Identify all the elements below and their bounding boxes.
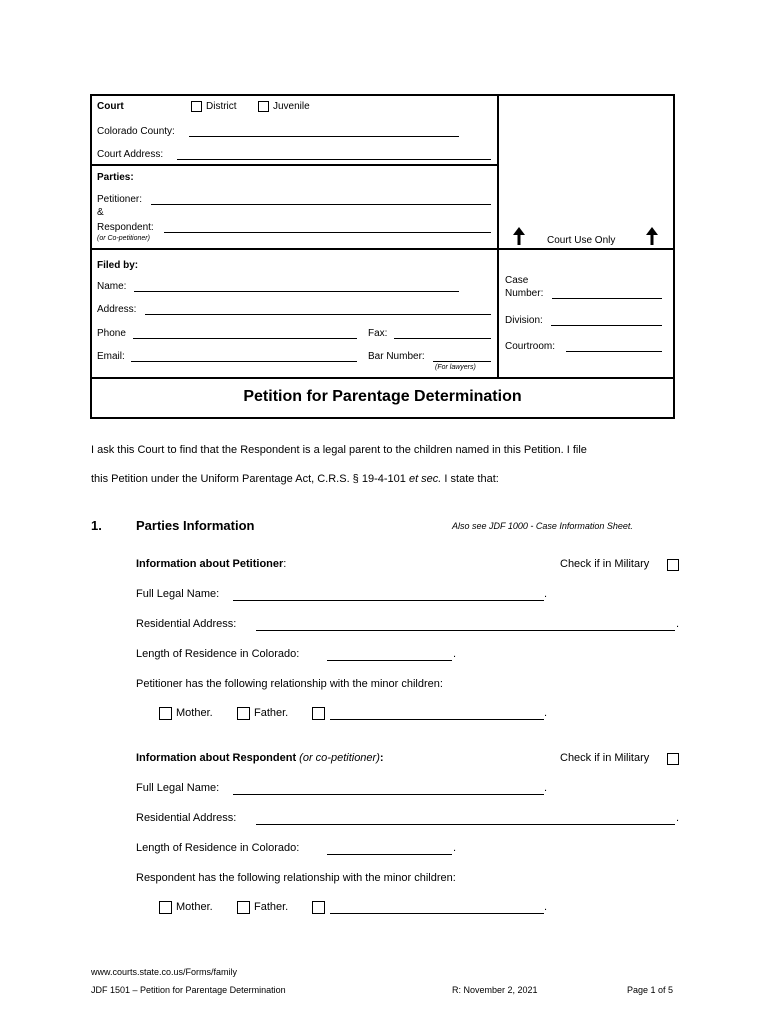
ampersand: & <box>97 207 104 218</box>
footer-url: www.courts.state.co.us/Forms/family <box>91 967 238 977</box>
co-petitioner-note: (or Co-petitioner) <box>97 235 150 242</box>
district-checkbox[interactable] <box>191 101 202 112</box>
respondent-residence-length-label: Length of Residence in Colorado: <box>136 842 300 854</box>
email-field[interactable] <box>131 361 357 362</box>
period: . <box>676 812 680 824</box>
bar-number-label: Bar Number: <box>368 351 425 362</box>
respondent-other-checkbox[interactable] <box>312 901 325 914</box>
respondent-label: Respondent: <box>97 222 154 233</box>
petitioner-full-name-field[interactable] <box>233 600 544 601</box>
district-label: District <box>206 101 237 112</box>
county-field[interactable] <box>189 136 459 137</box>
for-lawyers-note: (For lawyers) <box>435 364 476 371</box>
petitioner-heading-text: Information about Petitioner <box>136 558 284 570</box>
courtroom-field[interactable] <box>566 351 662 352</box>
parties-box <box>90 164 499 250</box>
period: . <box>544 707 548 719</box>
intro-line-1: I ask this Court to find that the Respondent is a legal parent to the children named in this Petition. I file <box>91 444 587 456</box>
petitioner-other-field[interactable] <box>330 719 544 720</box>
petitioner-father-label: Father. <box>254 707 289 719</box>
bar-number-field[interactable] <box>433 361 491 362</box>
respondent-field[interactable] <box>164 232 491 233</box>
petitioner-full-name-label: Full Legal Name: <box>136 588 220 600</box>
period: . <box>544 782 548 794</box>
petitioner-other-checkbox[interactable] <box>312 707 325 720</box>
see-also-note: Also see JDF 1000 - Case Information Sheet. <box>452 521 633 531</box>
case-number-box <box>497 248 675 379</box>
section-heading: Parties Information <box>136 518 255 533</box>
footer-revision: R: November 2, 2021 <box>452 985 538 995</box>
parties-label: Parties: <box>97 172 134 183</box>
petitioner-father-checkbox[interactable] <box>237 707 250 720</box>
name-label: Name: <box>97 281 127 292</box>
respondent-heading-colon: : <box>379 752 384 764</box>
court-label: Court <box>97 101 124 112</box>
case-number-field[interactable] <box>552 298 662 299</box>
petitioner-residence-length-label: Length of Residence in Colorado: <box>136 648 300 660</box>
petitioner-mother-label: Mother. <box>176 707 213 719</box>
respondent-residence-length-field[interactable] <box>327 854 452 855</box>
respondent-relationship-text: Respondent has the following relationship with the minor children: <box>136 872 456 884</box>
intro-line-2-italic: et sec. <box>408 473 442 485</box>
juvenile-label: Juvenile <box>273 101 310 112</box>
period: . <box>544 901 548 913</box>
filed-by-label: Filed by: <box>97 260 139 271</box>
respondent-mother-checkbox[interactable] <box>159 901 172 914</box>
petitioner-heading <box>136 558 286 570</box>
page-title: Petition for Parentage Determination <box>243 388 522 405</box>
footer-form-id: JDF 1501 – Petition for Parentage Determination <box>91 985 286 995</box>
number-label: Number: <box>505 288 544 299</box>
address-field[interactable] <box>145 314 491 315</box>
respondent-heading-text: Information about Respondent <box>136 752 297 764</box>
respondent-father-checkbox[interactable] <box>237 901 250 914</box>
respondent-father-label: Father. <box>254 901 289 913</box>
respondent-residential-label: Residential Address: <box>136 812 237 824</box>
period: . <box>453 648 457 660</box>
respondent-full-name-field[interactable] <box>233 794 544 795</box>
intro-line-2 <box>91 473 499 485</box>
courtroom-label: Courtroom: <box>505 341 556 352</box>
case-label: Case <box>505 275 529 286</box>
petitioner-residential-field[interactable] <box>256 630 675 631</box>
name-field[interactable] <box>134 291 459 292</box>
period: . <box>676 618 680 630</box>
arrow-up-icon <box>513 227 525 245</box>
respondent-military-label: Check if in Military <box>560 752 650 764</box>
petitioner-relationship-text: Petitioner has the following relationship with the minor children: <box>136 678 443 690</box>
period: . <box>453 842 457 854</box>
respondent-other-field[interactable] <box>330 913 544 914</box>
petitioner-residential-label: Residential Address: <box>136 618 237 630</box>
phone-label: Phone <box>97 328 126 339</box>
juvenile-checkbox[interactable] <box>258 101 269 112</box>
email-label: Email: <box>97 351 125 362</box>
division-field[interactable] <box>551 325 662 326</box>
address-label: Address: <box>97 304 137 315</box>
petitioner-mother-checkbox[interactable] <box>159 707 172 720</box>
footer-page-number: Page 1 of 5 <box>627 985 674 995</box>
petitioner-residence-length-field[interactable] <box>327 660 452 661</box>
petitioner-heading-colon: : <box>283 558 287 570</box>
section-number: 1. <box>91 518 102 533</box>
respondent-heading-italic: (or co-petitioner) <box>299 752 380 764</box>
petitioner-military-checkbox[interactable] <box>667 559 679 571</box>
respondent-heading <box>136 752 384 764</box>
respondent-military-checkbox[interactable] <box>667 753 679 765</box>
court-address-field[interactable] <box>177 159 491 160</box>
respondent-residential-field[interactable] <box>256 824 675 825</box>
intro-line-2-end: I state that: <box>441 473 499 485</box>
petitioner-label: Petitioner: <box>97 194 143 205</box>
fax-field[interactable] <box>394 338 491 339</box>
respondent-full-name-label: Full Legal Name: <box>136 782 220 794</box>
fax-label: Fax: <box>368 328 388 339</box>
court-use-only-label: Court Use Only <box>547 235 616 246</box>
division-label: Division: <box>505 315 543 326</box>
petitioner-field[interactable] <box>151 204 491 205</box>
petitioner-military-label: Check if in Military <box>560 558 650 570</box>
period: . <box>544 588 548 600</box>
phone-field[interactable] <box>133 338 357 339</box>
county-label: Colorado County: <box>97 126 175 137</box>
respondent-mother-label: Mother. <box>176 901 213 913</box>
court-address-label: Court Address: <box>97 149 164 160</box>
intro-line-2-text: this Petition under the Uniform Parentage Act, C.R.S. § 19-4-101 <box>91 473 409 485</box>
arrow-up-icon <box>646 227 658 245</box>
